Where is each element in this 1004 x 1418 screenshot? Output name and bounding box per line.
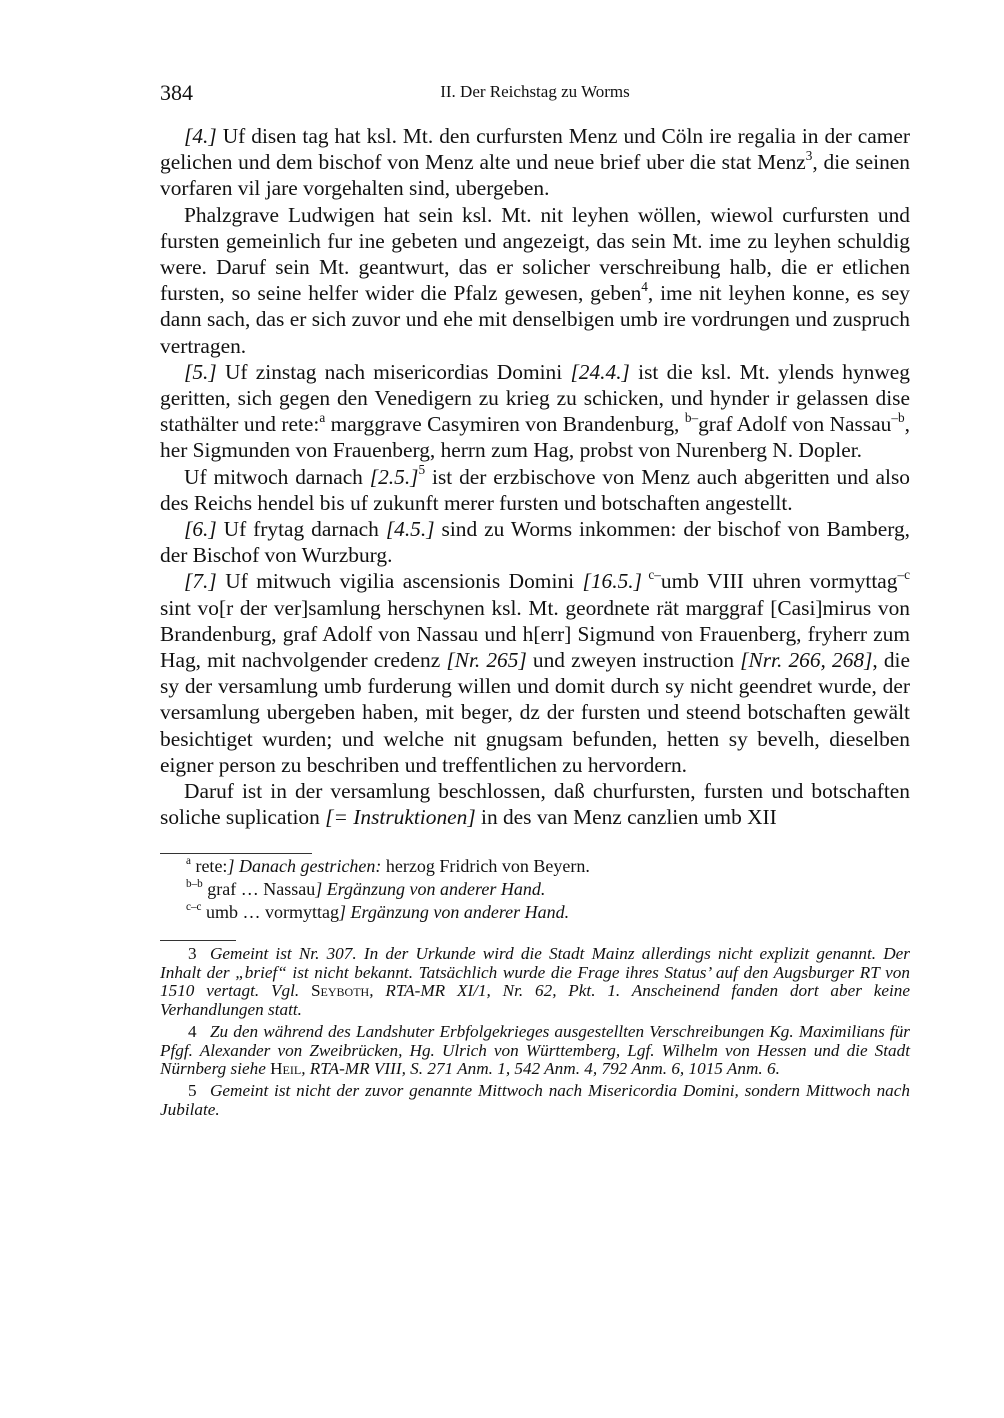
section-mark: [7.] [184, 569, 217, 594]
editorial-date: [4.5.] [385, 517, 435, 542]
lemma: rete: [190, 856, 228, 877]
apparatus-entry-c [186, 901, 910, 924]
paragraph-4 [160, 123, 910, 202]
text: und zweyen instruction [526, 648, 741, 673]
text: graf Adolf von Nassau [698, 412, 892, 437]
variant-ref-c-end[interactable]: –c [897, 567, 910, 583]
text: sind zu Worms inkommen: der bischof von Bamberg, der Bischof von Wurzburg. [160, 517, 910, 568]
author-name: Seyboth [310, 981, 370, 1001]
footnotes [160, 945, 910, 1119]
footnote-text: Gemeint ist nicht der zuvor genannte Mittwoch nach Misericordia Domini, sondern Mittwoch nach Jubilate. [160, 1081, 910, 1119]
footnote-number: 5 [188, 1081, 197, 1101]
bracket: ] [315, 879, 323, 900]
text: Daruf ist in der versamlung beschlossen, daß churfursten, fursten und botschaften soliche suplication [160, 779, 910, 830]
page-number: 384 [160, 80, 193, 105]
text: Uf disen tag hat ksl. Mt. den curfursten Menz und Cöln ire regalia in der camer gelichen und dem bischof von Menz alte und neue brief uber die stat Menz [160, 124, 910, 175]
footnote-3 [160, 945, 910, 1019]
paragraph-7 [160, 568, 910, 778]
apparatus-siglum: a [186, 855, 191, 868]
footnote-text: , RTA-MR VIII, S. 271 Anm. 1, 542 Anm. 4, 792 Anm. 6, 1015 Anm. 6. [301, 1058, 780, 1078]
apparatus-siglum: b–b [186, 878, 203, 891]
footnote-number: 4 [188, 1022, 197, 1042]
apparatus-note: Ergänzung von anderer Hand. [322, 879, 546, 900]
text: in des van Menz canzlien umb XII [475, 805, 777, 830]
apparatus-text: herzog Fridrich von Beyern. [381, 856, 590, 877]
cross-reference[interactable]: [Nr. 265] [446, 648, 527, 673]
variant-ref-b-start[interactable]: b– [684, 409, 699, 425]
text: , her Sigmunden von Frauenberg, herrn zum Hag, probst von Nurenberg N. Dopler. [160, 412, 910, 463]
text: , die sy der versamlung umb furderung willen und domit durch sy nicht geendret wurde, der versamlung ubergeben haben, mit beger, dz der fursten und steend botschaften gewält besichtiget wurden; und welche nit gnugsam befunden, hetten sy bevelh, dieselben eigner person zu beschriben und treffentlichen zu hervordern. [160, 648, 910, 777]
section-mark: [4.] [184, 124, 217, 148]
lemma: graf … Nassau [202, 879, 316, 900]
apparatus-entry-a [186, 855, 910, 878]
text: Uf mitwoch darnach [184, 464, 370, 489]
paragraph-ludwig [160, 202, 910, 359]
text: Uf mitwuch vigilia ascensionis Domini [216, 569, 583, 594]
cross-reference[interactable]: [Nrr. 266, 268] [740, 648, 873, 673]
text: Uf zinstag nach misericordias Domini [216, 359, 571, 384]
footnote-5 [160, 1082, 910, 1119]
lemma: umb … vormyttag [201, 902, 339, 923]
text: marggrave Casymiren von Brandenburg, [325, 412, 685, 437]
paragraph-daruf [160, 778, 910, 830]
footnote-text: Zu den während des Landshuter Erbfolgekrieges ausgestellten Verschreibungen Kg. Maximilians für Pfgf. Alexander von Zweibrücken, Hg. Ulrich von Württemberg, Lgf. Wilhelm von Hessen und die Stadt Nürnberg siehe [160, 1022, 910, 1078]
footnote-text: Gemeint ist Nr. 307. In der Urkunde wird die Stadt Mainz allerdings nicht explizit genannt. Der Inhalt der „brief“ ist nicht bekannt. Tatsächlich wurde die Frage ihres Status’ auf den Augsburger RT von 1510 vertagt. Vgl. [160, 944, 910, 1001]
main-text [160, 123, 910, 830]
editorial-date: [2.5.] [369, 464, 419, 489]
text: Phalzgrave Ludwigen hat sein ksl. Mt. nit leyhen wöllen, wiewol curfursten und fursten gemeinlich fur ine gebeten und angezeigt, das sein Mt. ime zu leyhen schuldig were. Daruf sein Mt. geantwurt, das er solicher verschreibung halb, die er etlichen fursten, so seine helfer wider die Pfalz gewesen, geben [160, 202, 910, 306]
section-mark: [6.] [184, 517, 217, 542]
variant-ref-c-start[interactable]: c– [641, 567, 661, 583]
bracket: ] [338, 902, 346, 923]
footnote-4 [160, 1023, 910, 1078]
apparatus-divider [160, 853, 312, 854]
apparatus-note: Danach gestrichen: [234, 856, 382, 877]
section-mark: [5.] [184, 359, 217, 384]
footnote-ref-5[interactable]: 5 [418, 462, 426, 478]
footnote-divider [160, 940, 236, 941]
paragraph-mitwoch [160, 464, 910, 516]
document-page [160, 78, 910, 1123]
editorial-date: [16.5.] [582, 569, 642, 594]
paragraph-6 [160, 516, 910, 568]
apparatus-entry-b [186, 878, 910, 901]
page-header [160, 78, 910, 108]
footnote-ref-3[interactable]: 3 [805, 147, 813, 163]
bracket: ] [227, 856, 235, 877]
apparatus-note: Ergänzung von anderer Hand. [346, 902, 570, 923]
text: ist der erzbischove von Menz auch abgeritten und also des Reichs hendel bis uf zukunft merer fursten und botschaften angestellt. [160, 464, 910, 515]
variant-ref-b-end[interactable]: –b [891, 409, 905, 425]
author-name: Heil [270, 1058, 302, 1078]
text: ist die ksl. Mt. ylends hynweg geritten, sich gegen den Venedigern zu krieg zu schicken, und hynder ir gelassen dise stathälter und rete: [160, 359, 910, 437]
text: umb VIII uhren vormyttag [660, 569, 898, 594]
text: Uf frytag darnach [216, 517, 386, 542]
apparatus-siglum: c–c [186, 901, 202, 914]
text: , ime nit leyhen konne, es sey dann sach, das er sich zuvor und ehe mit denselbigen umb ire vordrungen und zuspruch vertragen. [160, 281, 910, 358]
running-head: II. Der Reichstag zu Worms [440, 82, 630, 101]
variant-ref-a[interactable]: a [319, 409, 326, 425]
textual-apparatus [160, 855, 910, 924]
text: sint vo[r der ver]samlung herschynen ksl. Mt. geordnete rät marggraf [Casi]mirus von Brandenburg, graf Adolf von Nassau und h[err] Sigmund von Frauenberg, fryherr zum Hag, mit nachvolgender credenz [160, 595, 910, 673]
editorial-date: [24.4.] [570, 359, 630, 384]
editorial-gloss: [= Instruktionen] [325, 805, 476, 830]
paragraph-5 [160, 359, 910, 464]
footnote-ref-4[interactable]: 4 [641, 278, 648, 294]
text: , die seinen vorfaren vil jare vorgehalten sind, ubergeben. [160, 150, 910, 201]
footnote-number: 3 [188, 944, 197, 964]
footnote-text: , RTA-MR XI/1, Nr. 62, Pkt. 1. Anscheinend fanden dort aber keine Verhandlungen statt. [160, 981, 910, 1019]
